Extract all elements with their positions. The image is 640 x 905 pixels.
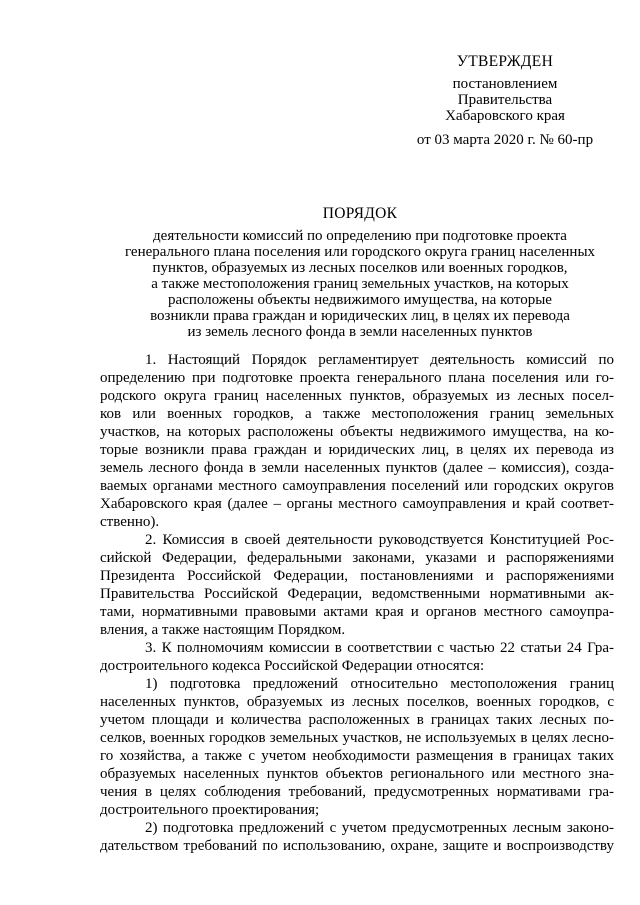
paragraph-2-line: сийской Федерации, федеральными законами, указами и распоряжениями — [100, 550, 614, 566]
subitem-1-line: достроительного проектирования; — [100, 802, 320, 818]
paragraph-2-line: Президента Российской Федерации, постановлениями и распоряжениями — [100, 568, 614, 584]
paragraph-1-line: определению при подготовке проекта генерального плана поселения или го- — [100, 370, 614, 386]
subitem-1-line: населенных пунктов, образуемых из лесных поселков, военных городков, с — [100, 694, 614, 710]
subtitle-line: из земель лесного фонда в земли населенных пунктов — [187, 324, 533, 340]
subitem-2-line: дательством требований по использованию, охране, защите и воспроизводству — [100, 838, 614, 854]
subtitle-line: пунктов, образуемых из лесных поселков или военных городков, — [152, 260, 568, 276]
subitem-1-line: селков, военных городков земельных участков, не используемых в целях лесно- — [100, 730, 614, 746]
paragraph-1-line: ваемых органами местного самоуправления поселений или городских округов — [100, 478, 614, 494]
subitem-1-line: 1) подготовка предложений относительно местоположения границ — [145, 676, 614, 692]
document-subtitle — [100, 228, 620, 340]
paragraph-3-line: 3. К полномочиям комиссии в соответствии с частью 22 статьи 24 Гра- — [145, 640, 614, 656]
paragraph-1-line: торые возникли права граждан и юридических лиц, в целях их перевода из — [100, 442, 614, 458]
paragraph-1-line: земель лесного фонда в земли населенных пунктов (далее – комиссия), созда- — [100, 460, 614, 476]
paragraph-1-line: 1. Настоящий Порядок регламентирует деятельность комиссий по — [145, 352, 614, 368]
paragraph-3-line: достроительного кодекса Российской Федерации относятся: — [100, 658, 485, 674]
approval-heading: УТВЕРЖДЕН — [456, 53, 554, 70]
paragraph-1-line: родского округа границ населенных пунктов, образуемых из лесных посел- — [100, 388, 614, 404]
paragraph-1-line: Хабаровского края (далее – органы местного самоуправления и край соответ- — [100, 496, 614, 512]
document-body — [100, 351, 614, 855]
subtitle-line: генерального плана поселения или городского округа границ населенных — [124, 244, 596, 260]
approval-date: от 03 марта 2020 г. № 60-пр — [416, 132, 594, 148]
paragraph-2-line: 2. Комиссия в своей деятельности руководствуется Конституцией Рос- — [145, 532, 614, 548]
subtitle-line: а также местоположения границ земельных участков, на которых — [151, 276, 569, 292]
subtitle-line: возникли права граждан и юридических лиц, в целях их перевода — [150, 308, 570, 324]
approval-line: постановлением — [452, 76, 558, 92]
paragraph-2-line: тами, нормативными правовыми актами края и органов местного самоупра- — [100, 604, 614, 620]
approval-stamp — [400, 54, 610, 148]
paragraph-2-line: вления, а также настоящим Порядком. — [100, 622, 346, 638]
subitem-1-line: го хозяйства, а также с учетом необходимости размещения в границах таких — [100, 748, 614, 764]
paragraph-1-line: участков, на которых расположены объекты недвижимого имущества, на ко- — [100, 424, 614, 440]
subitem-1-line: образуемых населенных пунктов объектов регионального или местного зна- — [100, 766, 614, 782]
subtitle-line: расположены объекты недвижимого имущества, на которые — [168, 292, 552, 308]
subitem-1-line: чения в целях соблюдения требований, предусмотренных нормативами гра- — [100, 784, 614, 800]
approval-line: Хабаровского края — [445, 108, 565, 124]
subitem-2-line: 2) подготовка предложений с учетом предусмотренных лесным законо- — [145, 820, 614, 836]
subtitle-line: деятельности комиссий по определению при подготовке проекта — [153, 228, 567, 244]
approval-line: Правительства — [457, 92, 553, 108]
document-title: ПОРЯДОК — [322, 205, 398, 222]
paragraph-2-line: Правительства Российской Федерации, ведомственными нормативными ак- — [100, 586, 614, 602]
paragraph-1-line: ственно). — [100, 514, 160, 530]
paragraph-1-line: ков или военных городков, а также местоположения границ земельных — [100, 406, 614, 422]
subitem-1-line: учетом площади и количества расположенных в границах таких лесных по- — [100, 712, 614, 728]
